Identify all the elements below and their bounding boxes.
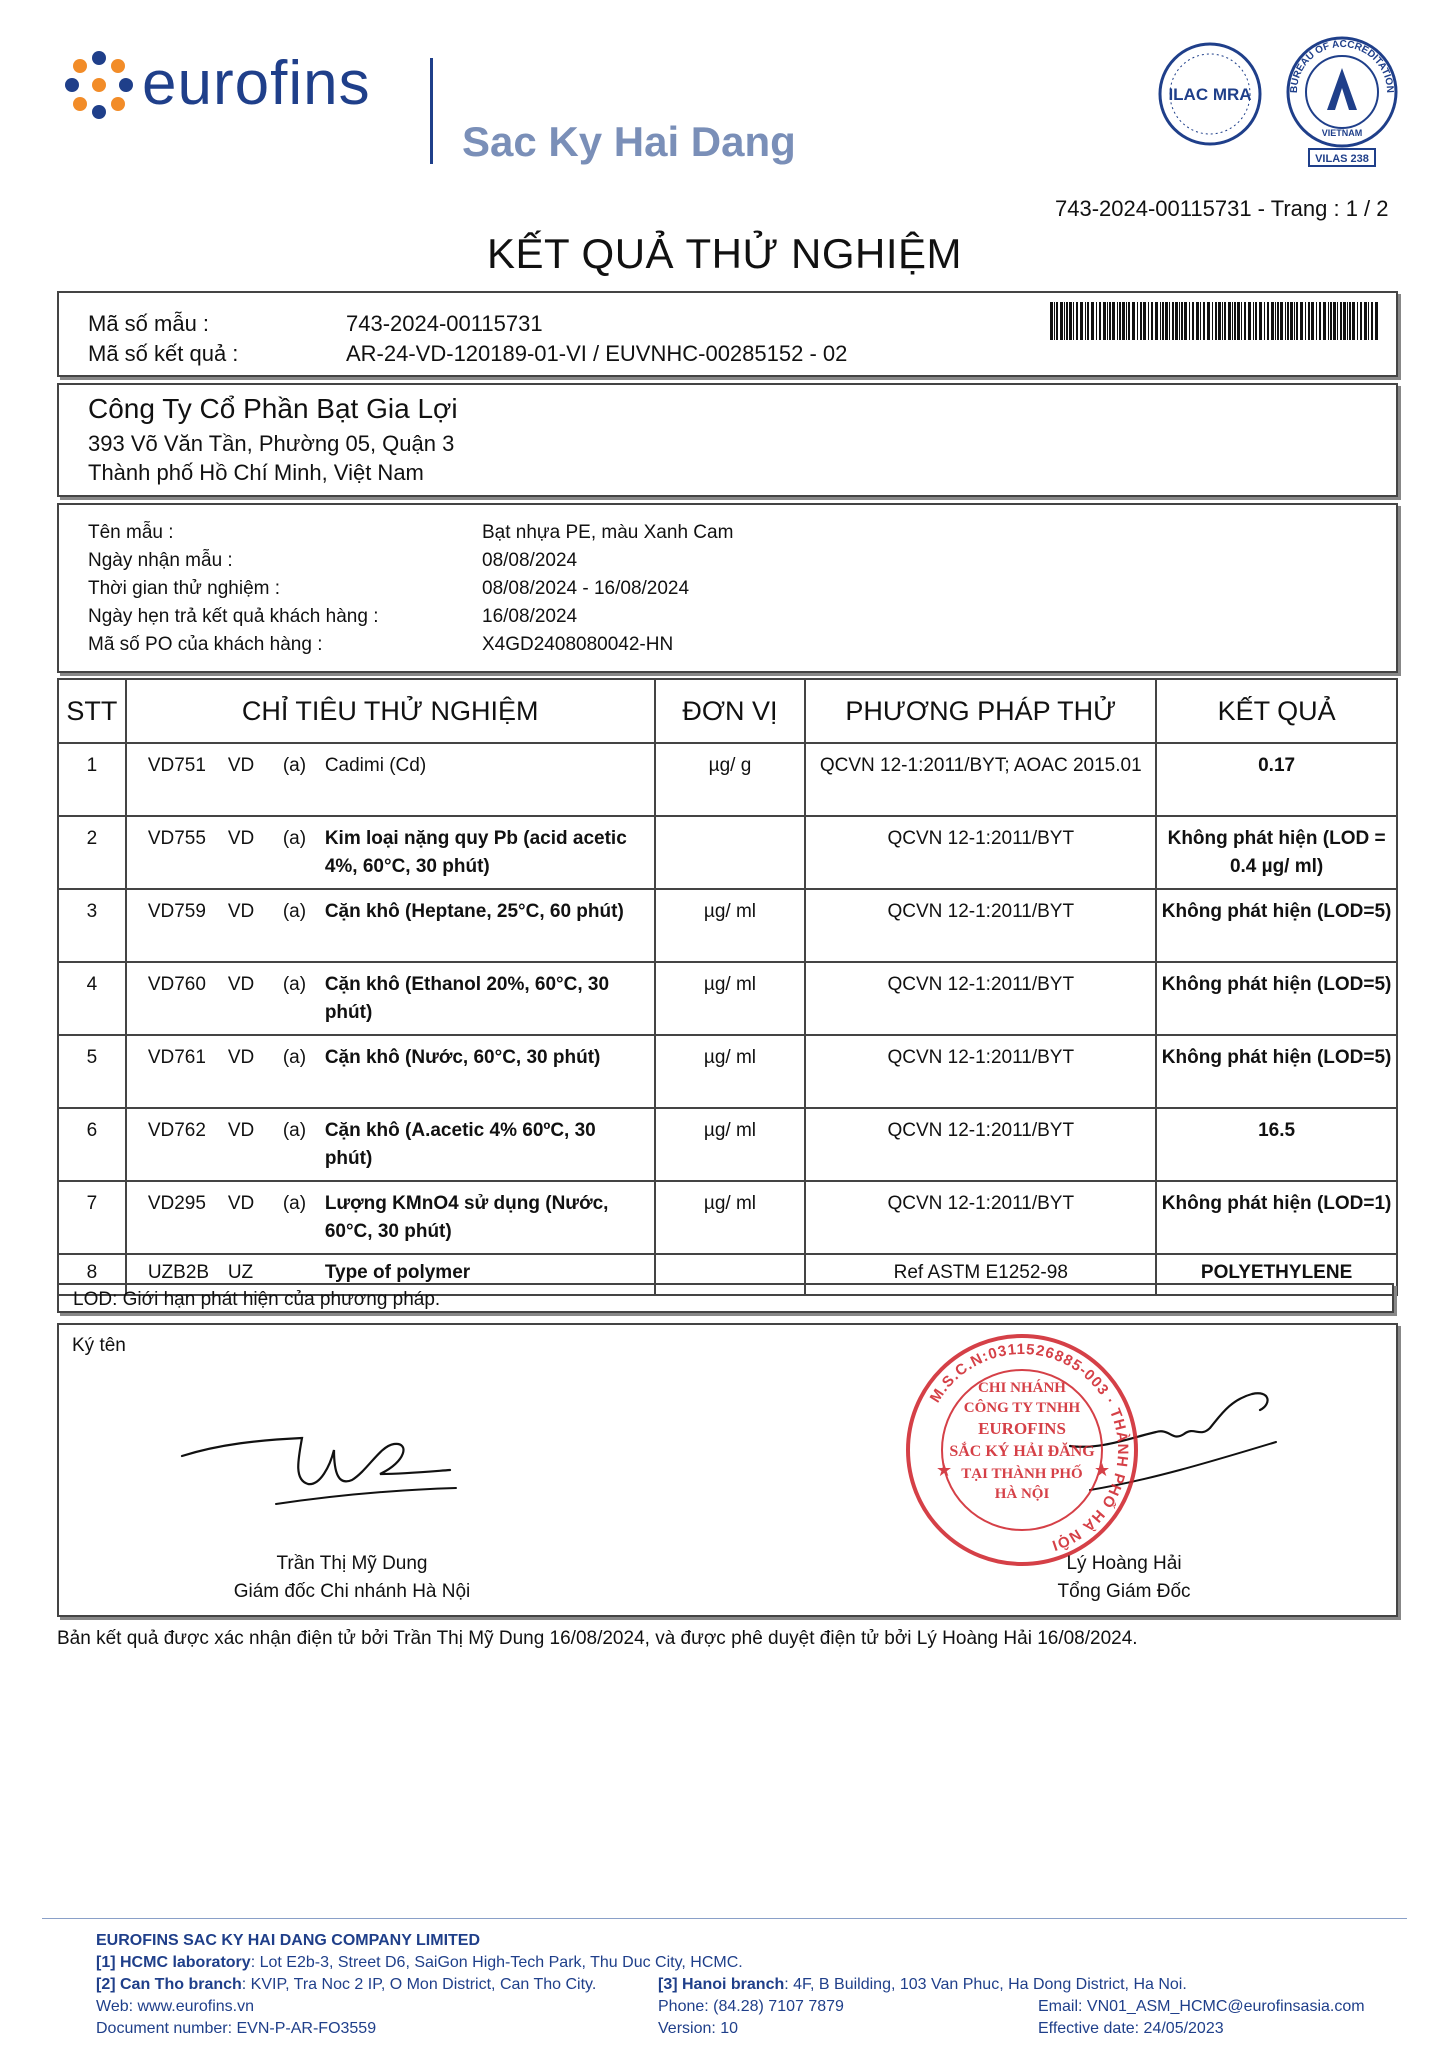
cell-method: Ref ASTM E1252-98 [805, 1254, 1156, 1295]
cell-indicator-name: Lượng KMnO4 sử dụng (Nước, 60°C, 30 phút) [324, 1193, 609, 1242]
cell-category: VD [227, 974, 255, 995]
signature-left [180, 1410, 460, 1520]
cell-unit [655, 816, 806, 889]
footer-cantho [96, 1976, 596, 1994]
cell-indicator-name: Cadimi (Cd) [324, 755, 427, 776]
footer-hanoi-label: [3] Hanoi branch [658, 1976, 785, 1993]
stamp-star-icon: ★ [936, 1460, 953, 1480]
cell-accreditation: (a) [282, 1120, 307, 1141]
cell-result: Không phát hiện (LOD = 0.4 µg/ ml) [1156, 816, 1397, 889]
cell-unit: µg/ ml [655, 889, 806, 962]
cell-method: QCVN 12-1:2011/BYT [805, 889, 1156, 962]
cell-method: QCVN 12-1:2011/BYT [805, 1035, 1156, 1108]
footer-divider [42, 1918, 1407, 1919]
cell-stt: 6 [58, 1108, 126, 1181]
info-value: 16/08/2024 [482, 606, 578, 627]
table-row [58, 743, 1397, 816]
signer-left-name: Trần Thị Mỹ Dung [276, 1553, 428, 1574]
cell-stt: 5 [58, 1035, 126, 1108]
sub-brand: Sac Ky Hai Dang [462, 118, 796, 165]
signature-label: Ký tên [72, 1335, 126, 1356]
info-value: X4GD2408080042-HN [482, 634, 674, 655]
customer-address-line1: 393 Võ Văn Tần, Phường 05, Quận 3 [88, 431, 455, 456]
footer-hanoi-address: : 4F, B Building, 103 Van Phuc, Ha Dong District, Ha Noi. [784, 1976, 1187, 1993]
cell-code: VD295 [147, 1193, 206, 1214]
table-row [58, 1035, 1397, 1108]
cell-stt: 7 [58, 1181, 126, 1254]
cell-code: VD759 [147, 901, 206, 922]
cell-category: VD [227, 1047, 255, 1068]
footer-effective: Effective date: 24/05/2023 [1038, 2020, 1224, 2037]
cell-method: QCVN 12-1:2011/BYT; AOAC 2015.01 [805, 743, 1156, 816]
page-reference: 743-2024-00115731 - Trang : 1 / 2 [1055, 196, 1389, 221]
cell-code: VD755 [147, 828, 206, 849]
cell-indicator [126, 962, 655, 1035]
company-stamp [902, 1330, 1142, 1570]
cell-result: Không phát hiện (LOD=1) [1156, 1181, 1397, 1254]
cell-result: Không phát hiện (LOD=5) [1156, 1035, 1397, 1108]
cell-indicator [126, 743, 655, 816]
boa-accreditation-seal [1283, 36, 1401, 168]
footer-company: EUROFINS SAC KY HAI DANG COMPANY LIMITED [96, 1932, 481, 1949]
customer-address-line2: Thành phố Hồ Chí Minh, Việt Nam [88, 460, 424, 485]
cell-category: VD [227, 755, 255, 776]
info-label: Ngày hẹn trả kết quả khách hàng : [88, 606, 379, 627]
stamp-line: CÔNG TY TNHH [963, 1400, 1081, 1416]
stamp-line: SẮC KÝ HẢI ĐĂNG [949, 1443, 1095, 1460]
footer-email: Email: VN01_ASM_HCMC@eurofinsasia.com [1038, 1998, 1365, 2015]
cell-indicator [126, 1108, 655, 1181]
cell-stt: 8 [58, 1254, 126, 1295]
boa-code: VILAS 238 [1315, 153, 1369, 165]
ilac-mra-seal [1156, 40, 1264, 148]
cell-category: VD [227, 1193, 255, 1214]
cell-category: VD [227, 1120, 255, 1141]
results-table [57, 678, 1398, 1296]
cell-unit: µg/ ml [655, 1035, 806, 1108]
barcode [1050, 302, 1380, 340]
cell-accreditation: (a) [282, 755, 307, 776]
electronic-confirmation: Bản kết quả được xác nhận điện tử bởi Trần Thị Mỹ Dung 16/08/2024, và được phê duyệt điện tử bởi Lý Hoàng Hải 16/08/2024. [57, 1628, 1138, 1649]
footer-hcmc-address: : Lot E2b-3, Street D6, SaiGon High-Tech Park, Thu Duc City, HCMC. [250, 1954, 743, 1971]
footer-hanoi [658, 1976, 1187, 1994]
footer-hcmc-label: [1] HCMC laboratory [96, 1954, 251, 1971]
footer-cantho-label: [2] Can Tho branch [96, 1976, 242, 1993]
cell-accreditation: (a) [282, 974, 307, 995]
info-value: 08/08/2024 - 16/08/2024 [482, 578, 690, 599]
footer-cantho-address: : KVIP, Tra Noc 2 IP, O Mon District, Can Tho City. [241, 1976, 597, 1993]
cell-indicator [126, 889, 655, 962]
cell-accreditation: (a) [282, 1047, 307, 1068]
sample-id-value: 743-2024-00115731 [346, 311, 543, 336]
cell-accreditation: (a) [282, 828, 307, 849]
cell-stt: 4 [58, 962, 126, 1035]
lod-note: LOD: Giới hạn phát hiện của phương pháp. [57, 1283, 1394, 1313]
cell-unit: µg/ ml [655, 1181, 806, 1254]
cell-result: POLYETHYLENE [1156, 1254, 1397, 1295]
logo-divider [430, 58, 433, 164]
cell-method: QCVN 12-1:2011/BYT [805, 1181, 1156, 1254]
stamp-line: CHI NHÁNH [978, 1380, 1066, 1396]
cell-result: Không phát hiện (LOD=5) [1156, 889, 1397, 962]
cell-indicator-name: Cặn khô (A.acetic 4% 60ºC, 30 phút) [324, 1120, 596, 1169]
cell-code: VD760 [147, 974, 206, 995]
footer-hcmc [96, 1954, 743, 1972]
cell-accreditation: (a) [282, 901, 307, 922]
cell-unit: µg/ ml [655, 1108, 806, 1181]
cell-indicator [126, 1035, 655, 1108]
info-label: Mã số PO của khách hàng : [88, 634, 323, 655]
table-row [58, 889, 1397, 962]
footer-phone: Phone: (84.28) 7107 7879 [658, 1998, 844, 2015]
cell-unit: µg/ ml [655, 962, 806, 1035]
signer-right-title: Tổng Giám Đốc [1057, 1581, 1191, 1602]
result-id-label: Mã số kết quả : [88, 341, 239, 366]
signer-right-name: Lý Hoàng Hải [1066, 1553, 1182, 1574]
cell-code: VD761 [147, 1047, 206, 1068]
eurofins-logo-icon [62, 48, 136, 122]
cell-result: 0.17 [1156, 743, 1397, 816]
cell-accreditation: (a) [282, 1193, 307, 1214]
customer-name: Công Ty Cổ Phần Bạt Gia Lợi [88, 393, 458, 424]
stamp-line: TẠI THÀNH PHỐ [961, 1466, 1083, 1482]
cell-code: VD762 [147, 1120, 206, 1141]
cell-code: VD751 [147, 755, 206, 776]
table-row [58, 962, 1397, 1035]
cell-category: VD [227, 828, 255, 849]
header-indicator: CHỈ TIÊU THỬ NGHIỆM [126, 679, 655, 743]
stamp-star-icon: ★ [1094, 1460, 1111, 1480]
cell-category: VD [227, 901, 255, 922]
signer-left-title: Giám đốc Chi nhánh Hà Nội [233, 1581, 471, 1602]
info-value: Bạt nhựa PE, màu Xanh Cam [482, 522, 734, 543]
footer-docnum: Document number: EVN-P-AR-FO3559 [96, 2020, 377, 2037]
page-title: KẾT QUẢ THỬ NGHIỆM [486, 230, 963, 277]
header-stt: STT [58, 679, 126, 743]
result-id-value: AR-24-VD-120189-01-VI / EUVNHC-00285152 - 02 [346, 341, 848, 366]
cell-method: QCVN 12-1:2011/BYT [805, 962, 1156, 1035]
ilac-text: ILAC MRA [1168, 85, 1252, 104]
table-row [58, 1181, 1397, 1254]
header-result: KẾT QUẢ [1156, 679, 1397, 743]
cell-indicator-name: Cặn khô (Ethanol 20%, 60°C, 30 phút) [324, 974, 610, 1023]
cell-stt: 1 [58, 743, 126, 816]
cell-indicator-name: Cặn khô (Nước, 60°C, 30 phút) [324, 1047, 601, 1068]
footer-version: Version: 10 [658, 2020, 739, 2037]
table-row [58, 1108, 1397, 1181]
brand-name: eurofins [142, 49, 371, 118]
cell-method: QCVN 12-1:2011/BYT [805, 816, 1156, 889]
cell-indicator-name: Type of polymer [324, 1262, 471, 1283]
stamp-ring-text: M.S.C.N:0311526885-003 · THÀNH PHỐ HÀ NỘI [926, 1340, 1132, 1555]
boa-ring-text: BUREAU OF ACCREDITATION [1288, 38, 1396, 94]
stamp-line: HÀ NỘI [994, 1486, 1050, 1502]
cell-result: Không phát hiện (LOD=5) [1156, 962, 1397, 1035]
stamp-line: EUROFINS [978, 1419, 1066, 1438]
info-value: 08/08/2024 [482, 550, 578, 571]
table-header-row [58, 679, 1397, 743]
info-label: Tên mẫu : [88, 522, 174, 543]
cell-indicator-name: Kim loại nặng quy Pb (acid acetic 4%, 60°C, 30 phút) [324, 828, 627, 877]
table-row [58, 816, 1397, 889]
footer-web: Web: www.eurofins.vn [96, 1998, 254, 2015]
cell-result: 16.5 [1156, 1108, 1397, 1181]
info-label: Ngày nhận mẫu : [88, 550, 233, 571]
cell-indicator [126, 816, 655, 889]
cell-unit: µg/ g [655, 743, 806, 816]
info-label: Thời gian thử nghiệm : [88, 578, 281, 599]
cell-category: UZ [227, 1262, 254, 1283]
cell-method: QCVN 12-1:2011/BYT [805, 1108, 1156, 1181]
header-unit: ĐƠN VỊ [655, 679, 806, 743]
cell-code: UZB2B [147, 1262, 210, 1283]
cell-indicator [126, 1181, 655, 1254]
cell-stt: 2 [58, 816, 126, 889]
cell-indicator-name: Cặn khô (Heptane, 25°C, 60 phút) [324, 901, 624, 922]
header-method: PHƯƠNG PHÁP THỬ [805, 679, 1156, 743]
sample-id-label: Mã số mẫu : [88, 311, 210, 336]
boa-country: VIETNAM [1321, 128, 1363, 138]
cell-stt: 3 [58, 889, 126, 962]
